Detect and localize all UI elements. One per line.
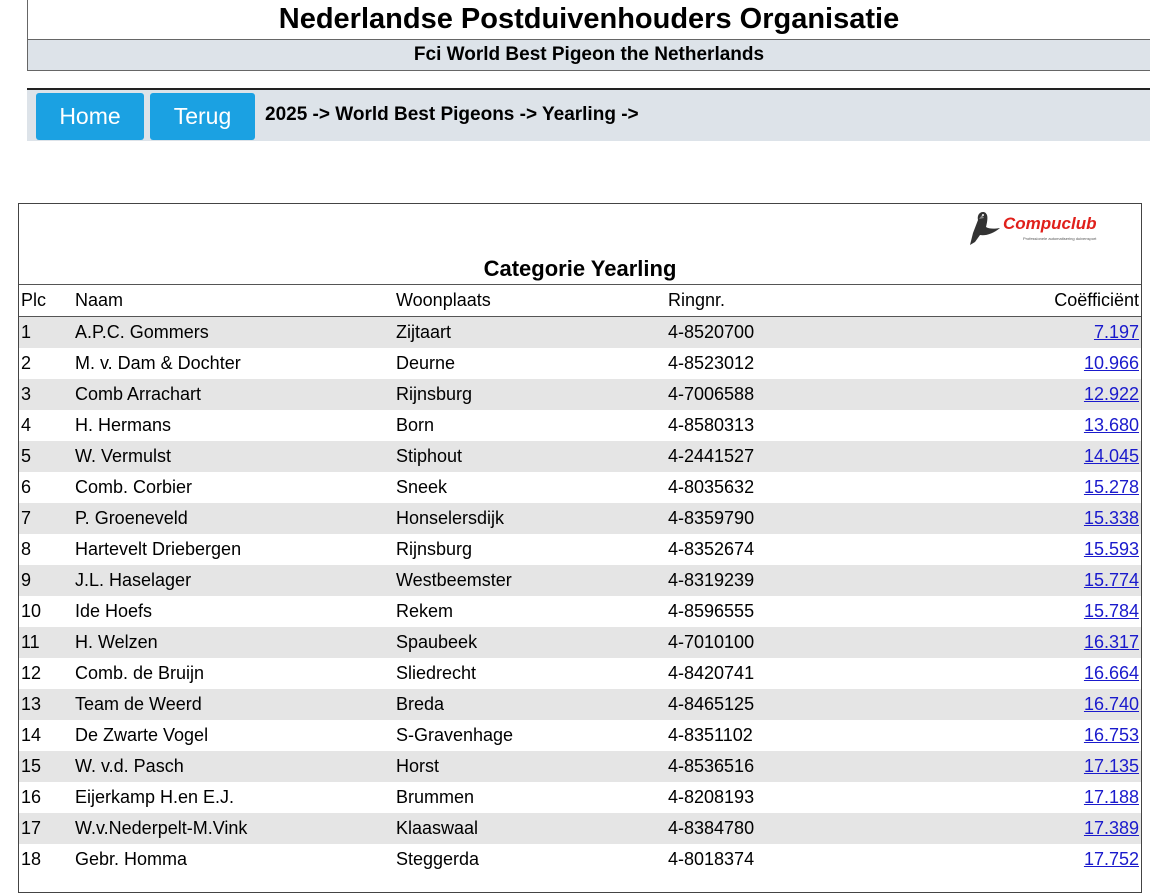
logo-tagline: Professionele automatisering duivensport [1023, 236, 1097, 241]
coefficient-link[interactable]: 17.135 [1083, 756, 1139, 776]
coefficient-cell [968, 658, 1141, 689]
coefficient-cell [968, 782, 1141, 813]
back-button[interactable]: Terug [150, 93, 255, 140]
ring-number-cell: 4-8351102 [668, 725, 753, 745]
coefficient-cell [968, 379, 1141, 410]
breadcrumb: 2025 -> World Best Pigeons -> Yearling -> [265, 104, 639, 125]
city-cell: Deurne [396, 353, 456, 373]
placing-cell: 2 [21, 353, 32, 373]
category-title: Categorie Yearling [483, 256, 677, 281]
coefficient-cell [968, 317, 1141, 349]
table-row [19, 441, 1141, 472]
name-cell: Gebr. Homma [75, 849, 188, 869]
city-cell: Honselersdijk [396, 508, 505, 528]
coefficient-link[interactable]: 15.338 [1083, 508, 1139, 528]
city-cell: S-Gravenhage [396, 725, 514, 745]
ring-number-cell: 4-8520700 [668, 322, 755, 342]
placing-cell: 3 [21, 384, 32, 404]
city-cell: Rijnsburg [396, 539, 473, 559]
city-cell: Brummen [396, 787, 475, 807]
table-row [19, 317, 1141, 349]
results-table [19, 284, 1141, 875]
name-cell: H. Welzen [75, 632, 158, 652]
table-row [19, 844, 1141, 875]
coefficient-cell [968, 689, 1141, 720]
name-cell: Ide Hoefs [75, 601, 153, 621]
table-row [19, 813, 1141, 844]
placing-cell: 11 [21, 632, 40, 652]
city-cell: Klaaswaal [396, 818, 479, 838]
table-row [19, 596, 1141, 627]
table-row [19, 627, 1141, 658]
city-cell: Sneek [396, 477, 448, 497]
header [27, 0, 1150, 71]
page-subtitle: Fci World Best Pigeon the Netherlands [28, 39, 1150, 70]
ring-number-cell: 4-8465125 [668, 694, 755, 714]
table-row [19, 503, 1141, 534]
ring-number-cell: 4-8596555 [668, 601, 755, 621]
ring-number-cell: 4-8208193 [668, 787, 755, 807]
name-cell: Comb. de Bruijn [75, 663, 205, 683]
table-row [19, 658, 1141, 689]
ring-number-cell: 4-7010100 [668, 632, 755, 652]
coefficient-cell [968, 565, 1141, 596]
pigeon-icon [969, 209, 1003, 247]
ring-number-cell: 4-7006588 [668, 384, 755, 404]
coefficient-cell [968, 627, 1141, 658]
coefficient-link[interactable]: 15.784 [1083, 601, 1139, 621]
coefficient-cell [968, 596, 1141, 627]
name-cell: Eijerkamp H.en E.J. [75, 787, 235, 807]
coefficient-cell [968, 534, 1141, 565]
placing-cell: 8 [21, 539, 32, 559]
city-cell: Sliedrecht [396, 663, 477, 683]
table-row [19, 751, 1141, 782]
table-row [19, 782, 1141, 813]
coefficient-link[interactable]: 16.753 [1083, 725, 1139, 745]
compuclub-logo [969, 209, 1109, 249]
table-row [19, 348, 1141, 379]
ring-number-cell: 4-8352674 [668, 539, 755, 559]
name-cell: Comb. Corbier [75, 477, 193, 497]
name-cell: M. v. Dam & Dochter [75, 353, 241, 373]
city-cell: Horst [396, 756, 440, 776]
ring-number-cell: 4-8035632 [668, 477, 755, 497]
coefficient-cell [968, 472, 1141, 503]
placing-cell: 4 [21, 415, 32, 435]
table-row [19, 379, 1141, 410]
name-cell: A.P.C. Gommers [75, 322, 209, 342]
name-cell: W. Vermulst [75, 446, 172, 466]
table-header-row [19, 285, 1141, 317]
name-cell: W.v.Nederpelt-M.Vink [75, 818, 248, 838]
table-row [19, 720, 1141, 751]
ring-number-cell: 4-8384780 [668, 818, 755, 838]
ring-number-cell: 4-8359790 [668, 508, 755, 528]
coefficient-link[interactable]: 7.197 [1093, 322, 1139, 342]
table-row [19, 689, 1141, 720]
placing-cell: 12 [21, 663, 42, 683]
table-row [19, 410, 1141, 441]
ring-number-cell: 4-8536516 [668, 756, 755, 776]
placing-cell: 5 [21, 446, 32, 466]
coefficient-link[interactable]: 14.045 [1083, 446, 1139, 466]
table-row [19, 565, 1141, 596]
name-cell: W. v.d. Pasch [75, 756, 184, 776]
coefficient-link[interactable]: 16.664 [1083, 663, 1139, 683]
column-header-ringnr: Ringnr. [666, 285, 968, 317]
table-row [19, 472, 1141, 503]
city-cell: Breda [396, 694, 445, 714]
placing-cell: 13 [21, 694, 42, 714]
coefficient-cell [968, 720, 1141, 751]
city-cell: Stiphout [396, 446, 463, 466]
city-cell: Rekem [396, 601, 454, 621]
name-cell: H. Hermans [75, 415, 172, 435]
name-cell: P. Groeneveld [75, 508, 188, 528]
placing-cell: 15 [21, 756, 42, 776]
coefficient-cell [968, 410, 1141, 441]
name-cell: Hartevelt Driebergen [75, 539, 242, 559]
coefficient-link[interactable]: 12.922 [1083, 384, 1139, 404]
city-cell: Spaubeek [396, 632, 478, 652]
coefficient-link[interactable]: 16.740 [1083, 694, 1139, 714]
placing-cell: 18 [21, 849, 42, 869]
placing-cell: 9 [21, 570, 32, 590]
city-cell: Steggerda [396, 849, 480, 869]
coefficient-link[interactable]: 10.966 [1083, 353, 1139, 373]
coefficient-cell [968, 441, 1141, 472]
ring-number-cell: 4-8523012 [668, 353, 755, 373]
coefficient-link[interactable]: 13.680 [1083, 415, 1139, 435]
results-panel [18, 203, 1142, 893]
ring-number-cell: 4-8319239 [668, 570, 755, 590]
coefficient-link[interactable]: 17.188 [1083, 787, 1139, 807]
placing-cell: 10 [21, 601, 42, 621]
name-cell: De Zwarte Vogel [75, 725, 209, 745]
name-cell: J.L. Haselager [75, 570, 192, 590]
placing-cell: 17 [21, 818, 42, 838]
coefficient-cell [968, 503, 1141, 534]
coefficient-cell [968, 348, 1141, 379]
city-cell: Zijtaart [396, 322, 452, 342]
ring-number-cell: 4-8018374 [668, 849, 755, 869]
placing-cell: 1 [21, 322, 32, 342]
city-cell: Rijnsburg [396, 384, 473, 404]
coefficient-link[interactable]: 17.389 [1083, 818, 1139, 838]
coefficient-cell [968, 813, 1141, 844]
column-header-naam: Naam [73, 285, 394, 317]
home-button[interactable]: Home [36, 93, 144, 140]
placing-cell: 6 [21, 477, 32, 497]
column-header-woonplaats: Woonplaats [394, 285, 666, 317]
placing-cell: 14 [21, 725, 42, 745]
nav-bar [27, 88, 1150, 141]
logo-name: Compuclub [1003, 214, 1097, 233]
name-cell: Team de Weerd [75, 694, 202, 714]
column-header-plc: Plc [19, 285, 73, 317]
coefficient-link[interactable]: 15.593 [1083, 539, 1139, 559]
table-row [19, 534, 1141, 565]
coefficient-link[interactable]: 15.278 [1083, 477, 1139, 497]
ring-number-cell: 4-8580313 [668, 415, 755, 435]
placing-cell: 16 [21, 787, 42, 807]
coefficient-cell [968, 751, 1141, 782]
page-title: Nederlandse Postduivenhouders Organisatie [278, 3, 900, 35]
city-cell: Born [396, 415, 435, 435]
name-cell: Comb Arrachart [75, 384, 202, 404]
placing-cell: 7 [21, 508, 32, 528]
ring-number-cell: 4-8420741 [668, 663, 755, 683]
coefficient-link[interactable]: 15.774 [1083, 570, 1139, 590]
coefficient-cell [968, 844, 1141, 875]
city-cell: Westbeemster [396, 570, 512, 590]
coefficient-link[interactable]: 16.317 [1083, 632, 1139, 652]
column-header-coefficient: Coëfficiënt [968, 285, 1141, 317]
coefficient-link[interactable]: 17.752 [1083, 849, 1139, 869]
ring-number-cell: 4-2441527 [668, 446, 755, 466]
